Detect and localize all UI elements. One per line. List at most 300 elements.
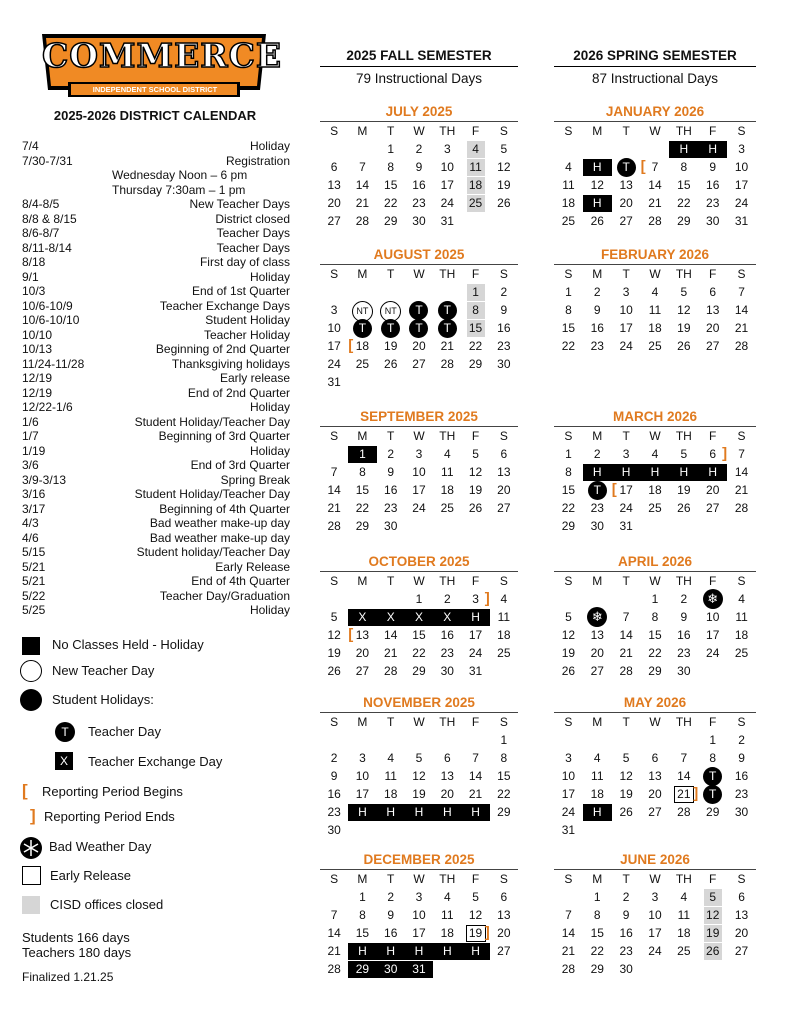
day-number: 12 xyxy=(619,769,633,783)
day-number: H xyxy=(414,805,424,819)
day-number: 25 xyxy=(440,501,454,515)
day-number: 20 xyxy=(619,196,633,210)
day-number: 17 xyxy=(619,483,633,497)
day-cell xyxy=(405,500,433,517)
day-number: 17 xyxy=(619,321,633,335)
day-cell xyxy=(554,195,583,212)
day-number: 10 xyxy=(440,160,454,174)
day-cell xyxy=(461,446,489,463)
day-cell xyxy=(433,159,461,176)
day-number: 5 xyxy=(472,447,479,461)
day-number: 24 xyxy=(619,501,633,515)
day-number: 5 xyxy=(472,890,479,904)
day-number: 2 xyxy=(415,142,423,156)
day-number: T xyxy=(353,319,372,338)
day-cell xyxy=(669,609,698,626)
day-cell xyxy=(612,663,641,680)
day-cell xyxy=(377,338,405,355)
day-cell xyxy=(348,446,376,463)
day-cell xyxy=(377,750,405,767)
day-number: 27 xyxy=(497,501,511,515)
day-cell xyxy=(490,464,518,481)
day-cell xyxy=(348,213,376,230)
day-number: 7 xyxy=(330,465,338,479)
day-cell xyxy=(612,768,641,785)
day-cell xyxy=(433,750,461,767)
day-number: 7 xyxy=(622,610,630,624)
month-rule xyxy=(320,571,518,572)
day-cell xyxy=(348,356,376,373)
weekday-header: T xyxy=(622,715,630,729)
day-cell xyxy=(554,284,583,301)
day-cell xyxy=(612,482,641,499)
day-cell xyxy=(612,213,641,230)
event-text: End of 3rd Quarter xyxy=(190,458,290,472)
day-number: 27 xyxy=(355,664,370,678)
day-cell xyxy=(433,141,461,158)
event-text: Holiday xyxy=(249,603,290,617)
day-cell xyxy=(698,609,727,626)
day-cell xyxy=(669,500,698,517)
day-number: 23 xyxy=(384,501,398,515)
day-number: 9 xyxy=(622,908,630,922)
day-cell xyxy=(377,907,405,924)
day-cell xyxy=(461,500,489,517)
event-row xyxy=(22,473,290,488)
day-cell xyxy=(669,645,698,662)
day-number: 20 xyxy=(706,483,720,497)
weekday-header: T xyxy=(387,267,395,281)
day-number: 3 xyxy=(622,285,630,299)
day-cell xyxy=(727,925,756,942)
day-cell xyxy=(554,768,583,785)
day-number: 31 xyxy=(440,214,454,228)
day-cell xyxy=(320,609,348,626)
day-number: 14 xyxy=(468,769,483,783)
day-number: 11 xyxy=(467,159,485,176)
day-number: 10 xyxy=(561,769,576,783)
day-number: 2 xyxy=(593,447,601,461)
day-number: H xyxy=(442,805,452,819)
event-row xyxy=(22,328,290,343)
day-cell xyxy=(583,907,612,924)
weekday-header: T xyxy=(622,429,630,443)
weekday-header: S xyxy=(737,715,746,729)
month-title: OCTOBER 2025 xyxy=(368,554,470,569)
weekday-header: W xyxy=(413,429,425,443)
day-number: 28 xyxy=(327,519,341,533)
day-cell xyxy=(698,786,727,803)
day-number: 3 xyxy=(565,751,572,765)
day-cell xyxy=(669,446,698,463)
day-number: H xyxy=(592,805,602,819)
day-number: 27 xyxy=(619,214,633,228)
event-row xyxy=(22,415,290,430)
event-text: End of 4th Quarter xyxy=(191,574,290,588)
day-number: NT xyxy=(352,301,373,322)
day-cell xyxy=(698,943,727,960)
event-date: 8/4-8/5 xyxy=(22,197,60,211)
weekday-header: T xyxy=(387,715,395,729)
day-number: 13 xyxy=(706,303,720,317)
event-text: End of 2nd Quarter xyxy=(187,385,290,400)
day-number: 19 xyxy=(677,483,691,497)
day-cell xyxy=(612,518,641,535)
day-cell xyxy=(698,338,727,355)
day-number: 20 xyxy=(590,646,604,660)
day-cell xyxy=(490,943,518,960)
day-cell xyxy=(405,356,433,373)
day-cell xyxy=(490,732,518,749)
day-number: 1 xyxy=(500,733,508,747)
weekday-header: T xyxy=(622,574,630,588)
day-cell xyxy=(698,750,727,767)
day-number: 27 xyxy=(590,664,604,678)
day-cell xyxy=(727,732,756,749)
event-date: 5/25 xyxy=(22,603,46,617)
day-number: 17 xyxy=(412,926,426,940)
day-cell xyxy=(377,768,405,785)
day-cell xyxy=(461,889,489,906)
month-title: MARCH 2026 xyxy=(612,409,698,424)
day-number: 4 xyxy=(651,285,659,299)
day-number: 3 xyxy=(359,751,366,765)
day-number: 9 xyxy=(387,908,395,922)
day-number: 17 xyxy=(412,483,426,497)
day-cell xyxy=(377,786,405,803)
day-cell xyxy=(490,302,518,319)
day-cell xyxy=(669,159,698,176)
day-cell xyxy=(669,464,698,481)
day-number: 12 xyxy=(327,628,341,642)
weekday-header: W xyxy=(649,715,661,729)
weekday-header: T xyxy=(622,267,630,281)
students-days: Students 166 days xyxy=(22,930,130,945)
day-number: 27 xyxy=(706,339,720,353)
day-cell xyxy=(461,338,489,355)
day-cell xyxy=(698,889,727,906)
day-cell xyxy=(461,768,489,785)
event-row xyxy=(22,429,290,444)
day-cell xyxy=(348,804,376,821)
day-cell xyxy=(554,500,583,517)
day-number: 13 xyxy=(734,908,749,922)
day-cell xyxy=(727,645,756,662)
month-rule xyxy=(320,869,518,870)
day-number: 16 xyxy=(440,628,454,642)
day-number: 13 xyxy=(497,908,511,922)
day-number: 5 xyxy=(330,610,338,624)
day-number: 15 xyxy=(590,926,604,940)
legend-teacher-day: Teacher Day xyxy=(88,724,161,739)
weekday-header: W xyxy=(413,124,425,138)
weekday-header: F xyxy=(709,872,717,886)
day-number: 15 xyxy=(677,178,691,192)
day-number: 9 xyxy=(330,769,338,783)
day-number: 9 xyxy=(709,160,717,174)
event-date: 3/17 xyxy=(22,501,46,516)
day-cell xyxy=(433,663,461,680)
day-number: 17 xyxy=(440,178,454,192)
day-cell xyxy=(461,141,489,158)
day-number: T xyxy=(409,319,428,338)
day-cell xyxy=(612,284,641,301)
day-number: 19 xyxy=(466,925,486,942)
day-number: 19 xyxy=(561,646,576,660)
day-number: 16 xyxy=(590,321,604,335)
weekday-header: S xyxy=(564,872,573,886)
event-row xyxy=(22,255,290,270)
day-number: 1 xyxy=(359,890,366,904)
day-cell xyxy=(641,591,670,608)
day-number: NT xyxy=(380,301,401,322)
day-number: 29 xyxy=(497,805,511,819)
spring-rule xyxy=(554,66,756,67)
day-cell xyxy=(554,518,583,535)
event-date: 3/9-3/13 xyxy=(22,472,67,487)
weekday-header: TH xyxy=(439,872,456,886)
reporting-end-bracket: ] xyxy=(722,445,728,462)
event-row xyxy=(22,154,290,169)
day-number: 29 xyxy=(355,519,370,533)
event-row xyxy=(22,284,290,299)
day-cell xyxy=(490,907,518,924)
weekday-header: M xyxy=(592,429,603,443)
event-row xyxy=(22,400,290,415)
day-number: 12 xyxy=(497,160,511,174)
day-cell xyxy=(405,943,433,960)
day-cell xyxy=(405,645,433,662)
day-cell xyxy=(727,627,756,644)
day-cell xyxy=(348,663,376,680)
day-cell xyxy=(612,609,641,626)
day-number: H xyxy=(592,465,602,479)
day-number: 29 xyxy=(468,357,483,371)
event-date: 7/30-7/31 xyxy=(22,153,73,168)
day-number: 14 xyxy=(619,628,633,642)
day-cell xyxy=(377,889,405,906)
day-number: 3 xyxy=(738,142,745,156)
day-cell xyxy=(377,320,405,337)
month-title: APRIL 2026 xyxy=(617,554,693,569)
day-number: 10 xyxy=(619,303,633,317)
day-number: 18 xyxy=(590,787,604,801)
day-number: 1 xyxy=(565,447,572,461)
event-row xyxy=(22,168,290,183)
day-cell xyxy=(433,195,461,212)
day-cell xyxy=(554,627,583,644)
day-number: 18 xyxy=(355,339,370,353)
day-cell xyxy=(433,213,461,230)
day-cell xyxy=(433,907,461,924)
event-date: 4/3 xyxy=(22,516,39,530)
day-cell xyxy=(698,464,727,481)
day-number: 26 xyxy=(384,357,398,371)
day-number: 8 xyxy=(565,465,572,479)
weekday-header: S xyxy=(499,124,508,138)
event-text: Thursday 7:30am – 1 pm xyxy=(112,182,246,197)
day-number: 11 xyxy=(735,610,748,624)
day-number: 26 xyxy=(327,664,341,678)
weekday-header: M xyxy=(357,267,368,281)
day-cell xyxy=(433,464,461,481)
day-cell xyxy=(348,159,376,176)
day-number: 28 xyxy=(648,214,662,228)
day-cell xyxy=(583,627,612,644)
day-cell xyxy=(461,482,489,499)
weekday-header: S xyxy=(564,574,573,588)
event-text: Teacher Days xyxy=(216,226,290,240)
day-number: 20 xyxy=(327,196,341,210)
weekday-header: F xyxy=(709,124,717,138)
event-date: 12/19 xyxy=(22,385,53,400)
day-number: 15 xyxy=(412,628,426,642)
event-row xyxy=(22,516,290,531)
day-cell xyxy=(377,213,405,230)
event-date: 10/10 xyxy=(22,327,53,342)
weekday-header: S xyxy=(330,267,339,281)
day-cell xyxy=(698,159,727,176)
day-number: 14 xyxy=(734,303,749,317)
day-number: H xyxy=(650,465,660,479)
day-cell xyxy=(320,961,348,978)
weekday-header: F xyxy=(709,574,717,588)
day-number: 26 xyxy=(590,214,604,228)
day-number: 20 xyxy=(648,787,662,801)
day-cell xyxy=(405,302,433,319)
weekday-header: T xyxy=(387,124,395,138)
day-number: 6 xyxy=(709,447,717,461)
day-cell xyxy=(348,464,376,481)
day-cell xyxy=(348,750,376,767)
day-cell xyxy=(461,302,489,319)
weekday-header: TH xyxy=(439,574,456,588)
day-number: 3 xyxy=(472,592,479,606)
day-cell xyxy=(405,159,433,176)
day-cell xyxy=(433,768,461,785)
day-number: 15 xyxy=(648,628,662,642)
legend-cisd-closed: CISD offices closed xyxy=(50,897,164,912)
day-number: 23 xyxy=(619,944,633,958)
day-number: 22 xyxy=(384,196,398,210)
event-row xyxy=(22,226,290,241)
event-text: Beginning of 2nd Quarter xyxy=(155,342,290,356)
day-cell xyxy=(583,804,612,821)
day-number: H xyxy=(471,610,480,624)
legend-no-classes: No Classes Held - Holiday xyxy=(52,637,204,652)
event-text: Holiday xyxy=(249,269,290,284)
reporting-begin-bracket: [ xyxy=(348,337,354,354)
day-number: 18 xyxy=(648,483,662,497)
event-text: Registration xyxy=(225,153,290,168)
day-cell xyxy=(490,159,518,176)
day-cell xyxy=(554,750,583,767)
event-date: 1/6 xyxy=(22,414,39,429)
day-cell xyxy=(377,943,405,960)
day-number: 5 xyxy=(680,447,688,461)
day-cell xyxy=(698,732,727,749)
day-cell xyxy=(348,645,376,662)
day-cell xyxy=(377,925,405,942)
weekday-header: M xyxy=(592,872,603,886)
weekday-header: F xyxy=(709,267,717,281)
day-cell xyxy=(698,141,727,158)
day-number: 24 xyxy=(734,196,749,210)
day-cell xyxy=(583,663,612,680)
day-number: 1 xyxy=(467,284,485,301)
day-cell xyxy=(612,464,641,481)
day-number: 28 xyxy=(355,214,370,228)
day-number: 4 xyxy=(565,160,572,174)
day-number: 25 xyxy=(561,214,576,228)
day-cell xyxy=(461,750,489,767)
day-cell xyxy=(490,195,518,212)
day-cell xyxy=(348,338,376,355)
weekday-header: M xyxy=(357,429,368,443)
weekday-header: W xyxy=(413,715,425,729)
day-number: 8 xyxy=(565,303,572,317)
day-number: 2 xyxy=(622,890,630,904)
day-cell xyxy=(405,627,433,644)
day-cell xyxy=(490,446,518,463)
day-cell xyxy=(612,627,641,644)
day-cell xyxy=(698,768,727,785)
day-number: 19 xyxy=(677,321,691,335)
day-cell xyxy=(377,804,405,821)
day-number: 15 xyxy=(355,483,370,497)
day-cell xyxy=(405,213,433,230)
day-cell xyxy=(348,925,376,942)
day-number: 25 xyxy=(734,646,749,660)
day-number: 2 xyxy=(738,733,745,747)
weekday-header: T xyxy=(387,872,395,886)
day-cell xyxy=(727,446,756,463)
day-cell xyxy=(320,338,348,355)
day-number: 30 xyxy=(734,805,749,819)
day-number: 1 xyxy=(651,592,659,606)
day-number: 13 xyxy=(497,465,511,479)
weekday-header: M xyxy=(592,124,603,138)
day-number: 8 xyxy=(651,610,659,624)
day-cell xyxy=(612,195,641,212)
day-cell xyxy=(612,804,641,821)
day-cell xyxy=(698,482,727,499)
day-number: 19 xyxy=(468,483,483,497)
day-cell xyxy=(320,822,348,839)
day-cell xyxy=(698,213,727,230)
event-text: Early release xyxy=(219,371,290,385)
day-cell xyxy=(433,889,461,906)
month-rule xyxy=(554,712,756,713)
event-row xyxy=(22,357,290,372)
day-cell xyxy=(727,195,756,212)
day-number: T xyxy=(703,767,722,786)
day-cell xyxy=(405,482,433,499)
day-cell xyxy=(377,302,405,319)
day-cell xyxy=(377,356,405,373)
day-cell xyxy=(490,500,518,517)
event-date: 12/22-1/6 xyxy=(22,400,73,414)
day-cell xyxy=(727,591,756,608)
day-cell xyxy=(641,159,670,176)
day-number: 24 xyxy=(412,501,426,515)
event-text: Teacher Exchange Days xyxy=(159,298,290,313)
day-number: 22 xyxy=(468,339,483,353)
day-cell xyxy=(727,177,756,194)
day-number: 27 xyxy=(412,357,426,371)
event-date: 10/13 xyxy=(22,342,53,356)
day-number: 25 xyxy=(677,944,691,958)
